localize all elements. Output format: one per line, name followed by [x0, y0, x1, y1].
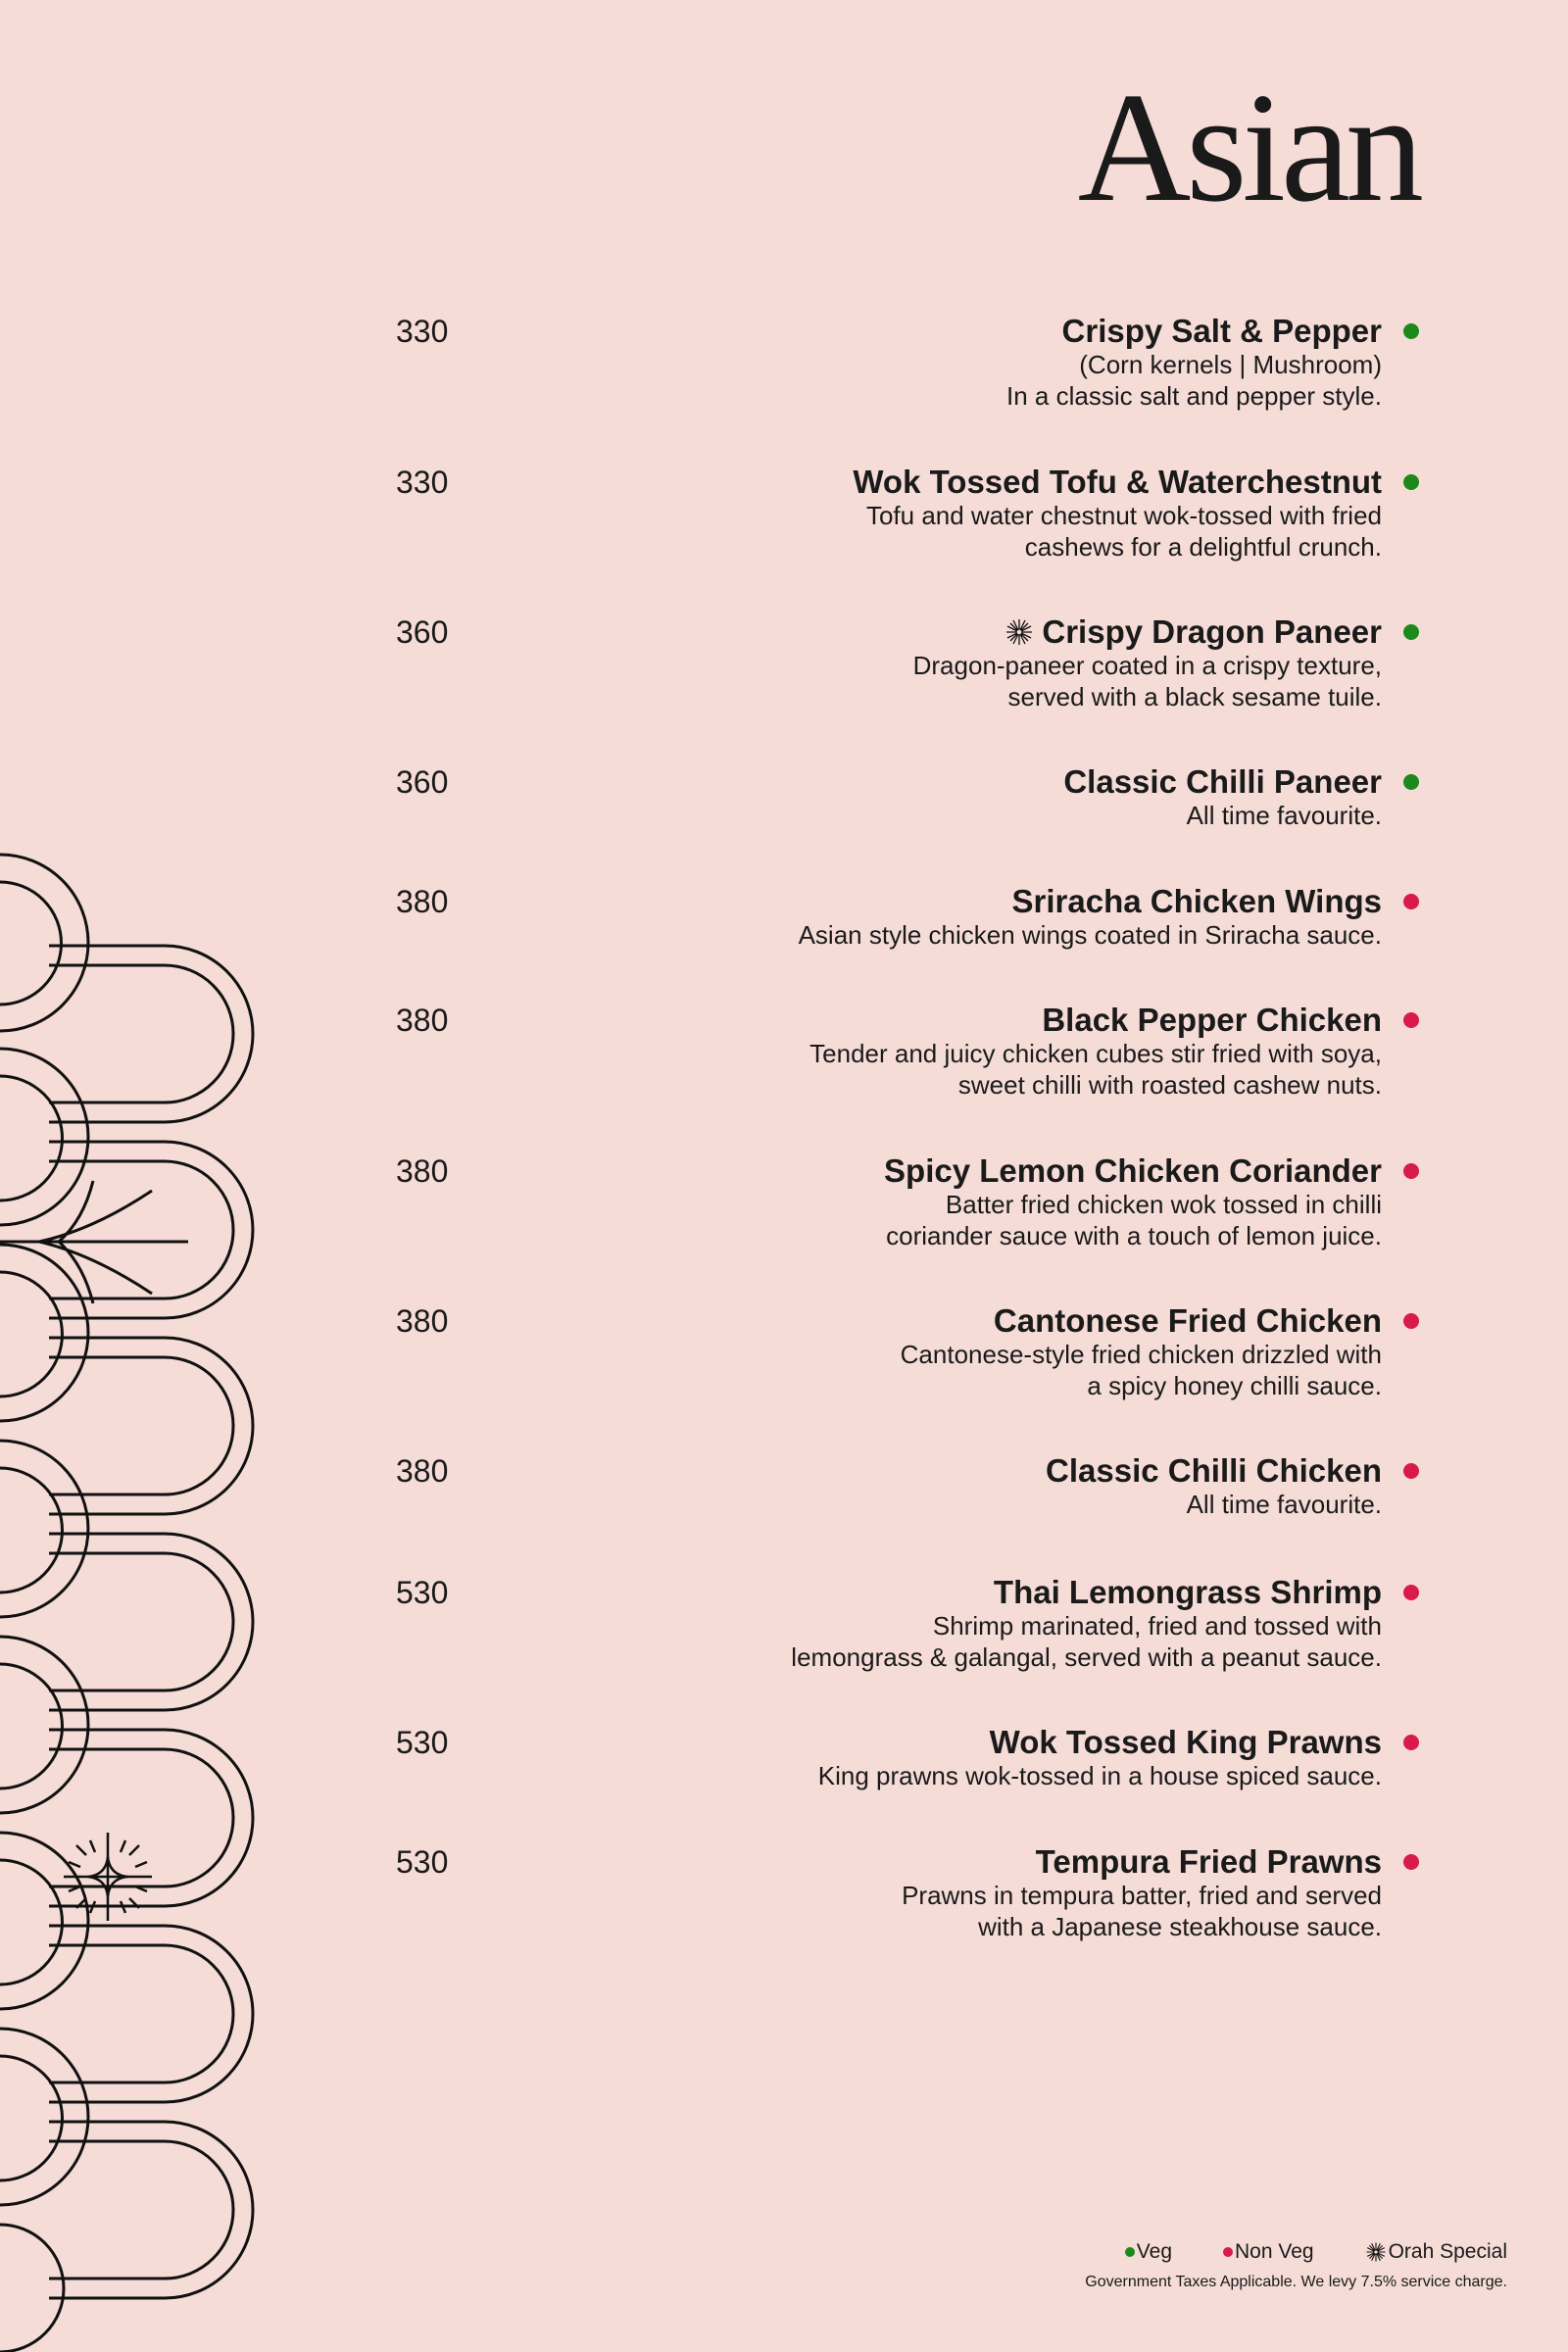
- item-name: Spicy Lemon Chicken Coriander: [884, 1152, 1382, 1189]
- item-price: 360: [396, 764, 449, 800]
- item-name: Sriracha Chicken Wings: [1011, 883, 1382, 919]
- item-price: 380: [396, 1453, 449, 1489]
- item-price: 380: [396, 1003, 449, 1038]
- veg-indicator-icon: [1403, 624, 1419, 640]
- nonveg-indicator-icon: [1403, 1313, 1419, 1329]
- orah-special-icon: [1365, 2241, 1387, 2263]
- nonveg-indicator-icon: [1403, 1585, 1419, 1600]
- item-price: 360: [396, 614, 449, 650]
- item-name: Classic Chilli Chicken: [1046, 1452, 1382, 1489]
- nonveg-indicator-icon: [1403, 1735, 1419, 1750]
- tax-footnote: Government Taxes Applicable. We levy 7.5% service charge.: [1085, 2274, 1507, 2290]
- item-name: Classic Chilli Paneer: [1063, 763, 1382, 800]
- orah-special-icon: [1004, 617, 1034, 647]
- item-name: Crispy Salt & Pepper: [1061, 313, 1382, 349]
- veg-indicator-icon: [1403, 323, 1419, 339]
- item-price: 530: [396, 1575, 449, 1610]
- item-description: Tofu and water chestnut wok-tossed with fried cashews for a delightful crunch.: [865, 501, 1382, 562]
- item-description: Asian style chicken wings coated in Sriracha sauce.: [798, 920, 1382, 950]
- nonveg-indicator-icon: [1403, 1012, 1419, 1028]
- nonveg-indicator-icon: [1403, 894, 1419, 909]
- item-name: Cantonese Fried Chicken: [993, 1302, 1382, 1339]
- item-name: Wok Tossed King Prawns: [989, 1724, 1382, 1760]
- veg-indicator-icon: [1403, 774, 1419, 790]
- item-description: Shrimp marinated, fried and tossed with lemongrass & galangal, served with a peanut sauce.: [791, 1611, 1382, 1672]
- item-description: Batter fried chicken wok tossed in chilli coriander sauce with a touch of lemon juice.: [886, 1190, 1382, 1250]
- item-price: 380: [396, 1153, 449, 1189]
- item-name: Wok Tossed Tofu & Waterchestnut: [853, 464, 1382, 500]
- item-description: Prawns in tempura batter, fried and served with a Japanese steakhouse sauce.: [902, 1881, 1382, 1941]
- item-price: 330: [396, 314, 449, 349]
- item-description: (Corn kernels | Mushroom) In a classic salt and pepper style.: [1006, 350, 1382, 411]
- item-name: Black Pepper Chicken: [1042, 1002, 1382, 1038]
- item-description: All time favourite.: [1186, 801, 1382, 830]
- item-price: 530: [396, 1844, 449, 1880]
- nonveg-dot-icon: [1223, 2247, 1233, 2257]
- legend-veg: Veg: [1125, 2240, 1172, 2264]
- item-description: Dragon-paneer coated in a crispy texture, served with a black sesame tuile.: [912, 651, 1382, 711]
- legend-nonveg: Non Veg: [1223, 2240, 1314, 2264]
- item-price: 530: [396, 1725, 449, 1760]
- nonveg-indicator-icon: [1403, 1463, 1419, 1479]
- item-price: 380: [396, 1303, 449, 1339]
- veg-dot-icon: [1125, 2247, 1135, 2257]
- decorative-arch-pattern: [0, 843, 265, 2352]
- item-price: 330: [396, 465, 449, 500]
- item-name: Crispy Dragon Paneer: [1004, 612, 1382, 652]
- item-price: 380: [396, 884, 449, 919]
- legend: [1074, 2240, 1507, 2264]
- item-description: All time favourite.: [1186, 1490, 1382, 1519]
- nonveg-indicator-icon: [1403, 1854, 1419, 1870]
- item-name: Thai Lemongrass Shrimp: [993, 1574, 1382, 1610]
- veg-indicator-icon: [1403, 474, 1419, 490]
- legend-special: Orah Special: [1365, 2240, 1507, 2264]
- nonveg-indicator-icon: [1403, 1163, 1419, 1179]
- item-description: Cantonese-style fried chicken drizzled with a spicy honey chilli sauce.: [900, 1340, 1382, 1400]
- item-description: Tender and juicy chicken cubes stir fried with soya, sweet chilli with roasted cashew nuts.: [809, 1039, 1382, 1100]
- page-title: Asian: [1077, 60, 1419, 234]
- item-name: Tempura Fried Prawns: [1035, 1843, 1382, 1880]
- item-description: King prawns wok-tossed in a house spiced sauce.: [817, 1761, 1382, 1790]
